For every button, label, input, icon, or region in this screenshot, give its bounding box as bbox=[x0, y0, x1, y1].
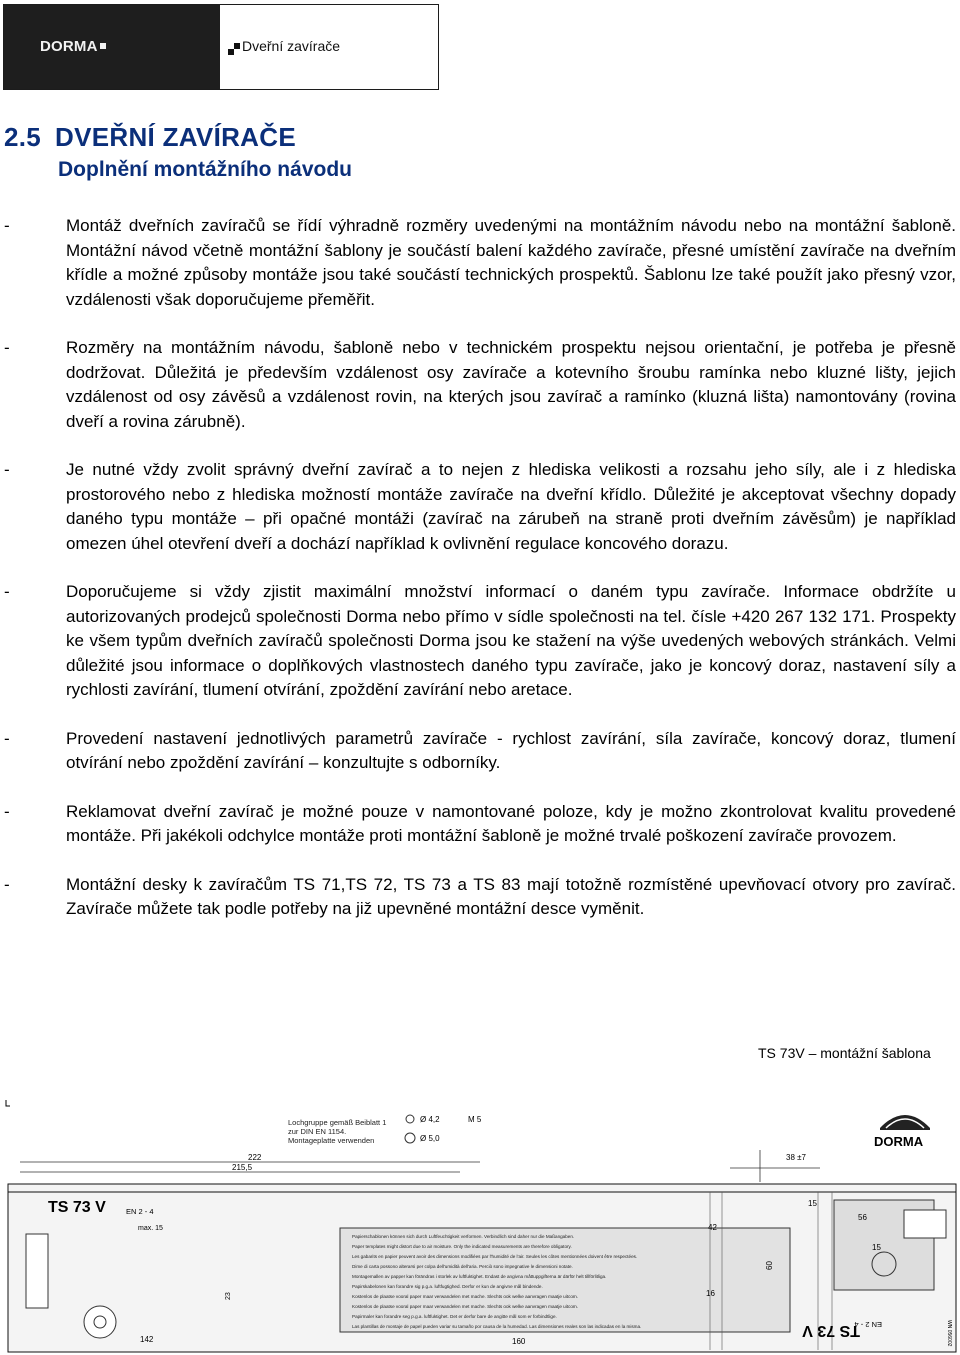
dim-max-15: max. 15 bbox=[138, 1225, 163, 1232]
dorma-emblem-icon bbox=[880, 1115, 930, 1130]
list-item-text: Montážní desky k zavíračům TS 71,TS 72, TS 73 a TS 83 mají totožně rozmístěné upevňovací otvory pro zavírač. Zavírače můžete tak podle potřeby na již upevněné montážní desce vyměnit. bbox=[66, 874, 956, 918]
screw-label: M 5 bbox=[468, 1115, 482, 1124]
dim-23: 23 bbox=[225, 1292, 232, 1300]
list-item bbox=[4, 873, 956, 922]
list-bullet: - bbox=[4, 874, 10, 894]
figure-caption: TS 73V – montážní šablona bbox=[758, 1045, 931, 1061]
hole-large-icon bbox=[405, 1133, 415, 1143]
bracket-detail bbox=[904, 1210, 946, 1238]
dim-15-a: 15 bbox=[808, 1199, 817, 1208]
dim-160: 160 bbox=[512, 1337, 526, 1346]
hole-dim-2: Ø 5,0 bbox=[420, 1134, 440, 1143]
corner-mark-icon bbox=[6, 1100, 10, 1106]
dim-16: 16 bbox=[706, 1289, 715, 1298]
fine-print-line: Papierschablonen können sich durch Luftfeuchtigkeit verformen. Verbindlich sind daher nur die Maßangaben. bbox=[352, 1234, 575, 1239]
fine-print-line: Kostenlos de plaatse vooral paper maar verwandelen met mache. Slechts ook welke aanvragen maatje uitcom. bbox=[352, 1304, 578, 1309]
list-item bbox=[4, 458, 956, 556]
section-number: 2.5 bbox=[4, 122, 42, 152]
logo-square-icon bbox=[100, 43, 106, 49]
fine-print-line: Montagemallen av papper kan förändras i storlek av luftfuktighet. Endast de angivna måttuppgifterna är därför helt tillförlitliga. bbox=[352, 1274, 607, 1279]
hole-small-icon bbox=[406, 1115, 414, 1123]
list-item bbox=[4, 727, 956, 776]
brand-logo bbox=[40, 38, 106, 55]
list-bullet: - bbox=[4, 801, 10, 821]
dim-215-5: 215,5 bbox=[232, 1163, 253, 1172]
instruction-list bbox=[4, 214, 956, 946]
list-item-text: Doporučujeme si vždy zjistit maximální množství informací o daném typu zavírače. Informace obdržíte u autorizovaných prodejců společnosti Dorma nebo přímo v sídle společnosti na tel. čísle +420 267 132 171. Prospekty ke všem typům dveřních zavíračů společnosti Dorma jsou ke stažení na výše uvedených webových stránkách. Velmi důležité jsou informace o doplňkových vlastnostech daného typu zavírače, jako je koncový doraz, nastavení síly a rychlosti zavírání, tlumení otvírání, zpoždění zavírání nebo aretace. bbox=[66, 582, 956, 699]
template-brand: DORMA bbox=[874, 1134, 924, 1149]
list-bullet: - bbox=[4, 216, 10, 235]
header-brand-panel bbox=[4, 5, 220, 89]
template-side-code: WN 056002 bbox=[946, 1320, 952, 1347]
list-bullet: - bbox=[4, 728, 10, 748]
header-title-panel bbox=[220, 5, 438, 89]
list-item bbox=[4, 580, 956, 703]
section-subtitle: Doplnění montážního návodu bbox=[58, 158, 352, 181]
hole-dim-1: Ø 4,2 bbox=[420, 1115, 440, 1124]
hinge-detail bbox=[26, 1234, 48, 1308]
mounting-template-drawing bbox=[0, 1100, 960, 1355]
list-item bbox=[4, 214, 956, 312]
template-model: TS 73 V bbox=[48, 1199, 106, 1216]
checker-mark-icon bbox=[228, 43, 240, 55]
dim-15-b: 15 bbox=[872, 1243, 881, 1252]
template-norm-rotated: EN 2 - 4 bbox=[854, 1320, 882, 1329]
template-model-rotated: TS 73 V bbox=[802, 1322, 860, 1339]
fine-print-line: Papirmaler kan forandre seg p.g.a. luftfuktighet. Det er derfor bare de angitte mål som er forbindtlige. bbox=[352, 1314, 557, 1319]
list-item-text: Provedení nastavení jednotlivých parametrů zavírače - rychlost zavírání, síla zavírače, koncový doraz, tlumení otvírání nebo zpoždění zavírání – konzultujte s odborníky. bbox=[66, 728, 956, 772]
fine-print-line: Dime di carta possono alterarsi per colpa dell'umidità dell'aria. Perciò sono impegnative le dimensioni notate. bbox=[352, 1264, 573, 1269]
fine-print-line: Paper templates might distort due to air moisture. Only the indicated measurements are therefore obligatory. bbox=[352, 1244, 572, 1249]
section-title bbox=[4, 122, 296, 153]
hinge-circle-icon bbox=[84, 1306, 116, 1338]
header-subtitle: Dveřní zavírače bbox=[242, 38, 341, 54]
list-item-text: Reklamovat dveřní zavírač je možné pouze v namontované poloze, kdy je možno zkontrolovat kvalitu provedené montáže. Při jakékoli odchylce montáže proti montážní šabloně je možné trvalé poškození zavírače provozem. bbox=[66, 801, 956, 845]
list-item bbox=[4, 800, 956, 849]
fine-print-line: Papirskabelonen kan forandre sig p.g.a. luftfugtighed. Derfor er kun de angivne mål bindende. bbox=[352, 1284, 543, 1289]
fine-print-line: Kostenlos de plaatse vooral paper maar verwandelen met mache. Slechts ook welke aanvragen maatje uitcom. bbox=[352, 1294, 578, 1299]
fine-print-line: Las plantillas de montaje de papel pueden variar su tamaño por causa de la humedad. Las dimensiones reales son las indicadas en la misma. bbox=[352, 1324, 642, 1329]
list-bullet: - bbox=[4, 338, 10, 357]
dim-42: 42 bbox=[708, 1223, 717, 1232]
plate-note-line-2: zur DIN EN 1154. bbox=[288, 1127, 347, 1136]
dim-142: 142 bbox=[140, 1335, 154, 1344]
dim-60: 60 bbox=[765, 1261, 774, 1270]
dim-56: 56 bbox=[858, 1213, 867, 1222]
fine-print-line: Les gabarits en papier peuvent avoir des dimensions modifiées par l'humidité de l'air. Seules les côtes mentionnées doivent être respectées. bbox=[352, 1254, 638, 1259]
brand-logo-text: DORMA bbox=[40, 38, 98, 55]
plate-note-line-1: Lochgruppe gemäß Beiblatt 1 bbox=[288, 1118, 387, 1127]
list-item-text: Montáž dveřních zavíračů se řídí výhradně rozměry uvedenými na montážním návodu nebo na montážní šabloně. Montážní návod včetně montážní šablony je součástí balení každého zavírače, přesné umístění zavírače na dveřním křídle a možné způsoby montáže jsou také součástí technických prospektů. Šablonu lze také použít jako přesný vzor, vzdálenosti však doporučujeme přeměřit. bbox=[66, 216, 956, 309]
header-banner bbox=[3, 4, 439, 90]
list-item-text: Rozměry na montážním návodu, šabloně nebo v technickém prospektu nejsou orientační, je potřeba je přesně dodržovat. Důležitá je především vzdálenost osy zavírače a kotevního šroubu ramínka nebo kluzné lišty, jejich vzdálenost od osy závěsů a vzdálenost rovin, na kterých jsou zavírač a ramínko (kluzná lišta) namontovány (rovina dveří a rovina zárubně). bbox=[66, 338, 956, 431]
dim-222: 222 bbox=[248, 1153, 262, 1162]
list-bullet: - bbox=[4, 460, 10, 479]
template-norm: EN 2 - 4 bbox=[126, 1207, 154, 1216]
dim-38: 38 ±7 bbox=[786, 1153, 806, 1162]
plate-note-line-3: Montageplatte verwenden bbox=[288, 1136, 375, 1145]
list-item-text: Je nutné vždy zvolit správný dveřní zavírač a to nejen z hlediska velikosti a rozsahu jeho síly, ale i z hlediska prostorového nebo z hlediska možností montáže zavírače na dveřní křídlo. Důležité je akceptovat všechny dopady daného typu montáže – při opačné montáži (zavírač na zárubeň na straně proti dveřním závěsům) je například omezen úhel otevření dveří a dochází například k ovlivnění regulace koncového dorazu. bbox=[66, 460, 956, 553]
list-bullet: - bbox=[4, 582, 10, 601]
list-item bbox=[4, 336, 956, 434]
section-title-text: DVEŘNÍ ZAVÍRAČE bbox=[55, 122, 296, 152]
